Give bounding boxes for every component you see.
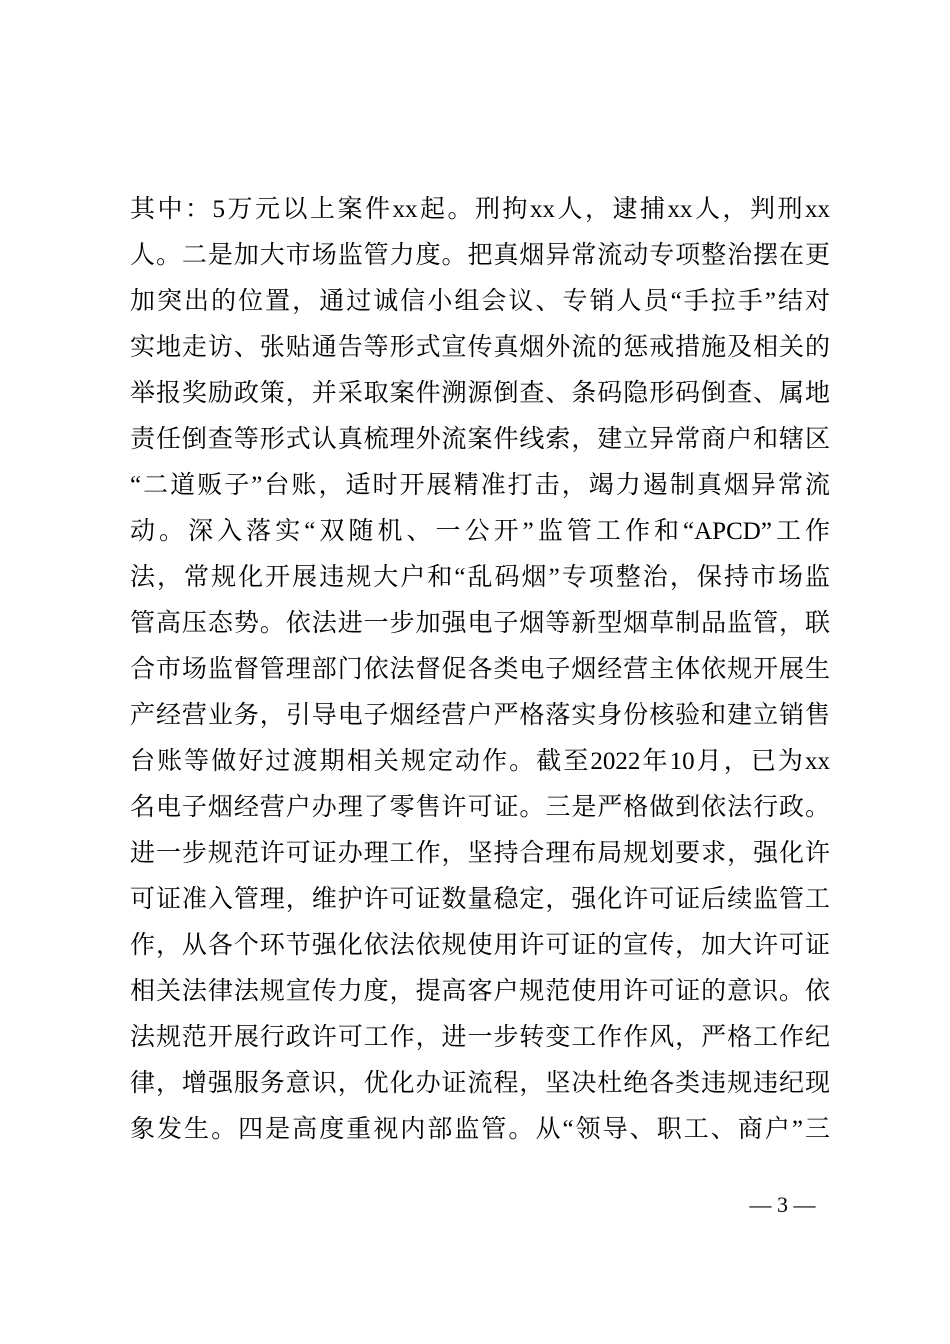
text-line: 律，增强服务意识，优化办证流程，坚决杜绝各类违规违纪现 bbox=[130, 1070, 830, 1097]
text-line: 产经营业务，引导电子烟经营户严格落实身份核验和建立销售 bbox=[130, 702, 830, 729]
text-line: 作，从各个环节强化依法依规使用许可证的宣传，加大许可证 bbox=[130, 932, 830, 959]
text-line: “二道贩子”台账，适时开展精准打击，竭力遏制真烟异常流 bbox=[130, 472, 830, 499]
text-line: 进一步规范许可证办理工作，坚持合理布局规划要求，强化许 bbox=[130, 840, 830, 867]
text-line: 象发生。四是高度重视内部监管。从“领导、职工、商户”三 bbox=[130, 1116, 830, 1143]
text-line: 责任倒查等形式认真梳理外流案件线索，建立异常商户和辖区 bbox=[130, 426, 830, 453]
text-line: 加突出的位置，通过诚信小组会议、专销人员“手拉手”结对 bbox=[130, 288, 830, 315]
text-line: 其中：5万元以上案件xx起。刑拘xx人，逮捕xx人，判刑xx bbox=[130, 196, 830, 223]
text-line: 人。二是加大市场监管力度。把真烟异常流动专项整治摆在更 bbox=[130, 242, 830, 269]
text-line: 法规范开展行政许可工作，进一步转变工作作风，严格工作纪 bbox=[130, 1024, 830, 1051]
text-line: 管高压态势。依法进一步加强电子烟等新型烟草制品监管，联 bbox=[130, 610, 830, 637]
text-line: 台账等做好过渡期相关规定动作。截至2022年10月，已为xx bbox=[130, 748, 830, 775]
text-line: 可证准入管理，维护许可证数量稳定，强化许可证后续监管工 bbox=[130, 886, 830, 913]
text-line: 实地走访、张贴通告等形式宣传真烟外流的惩戒措施及相关的 bbox=[130, 334, 830, 361]
text-line: 相关法律法规宣传力度，提高客户规范使用许可证的意识。依 bbox=[130, 978, 830, 1005]
text-line: 合市场监督管理部门依法督促各类电子烟经营主体依规开展生 bbox=[130, 656, 830, 683]
text-line: 法，常规化开展违规大户和“乱码烟”专项整治，保持市场监 bbox=[130, 564, 830, 591]
page-number: — 3 — bbox=[749, 1192, 816, 1217]
text-line: 动。深入落实“双随机、一公开”监管工作和“APCD”工作 bbox=[130, 518, 830, 545]
body-text bbox=[130, 187, 830, 1153]
text-line: 举报奖励政策，并采取案件溯源倒查、条码隐形码倒查、属地 bbox=[130, 380, 830, 407]
text-line: 名电子烟经营户办理了零售许可证。三是严格做到依法行政。 bbox=[130, 794, 830, 821]
